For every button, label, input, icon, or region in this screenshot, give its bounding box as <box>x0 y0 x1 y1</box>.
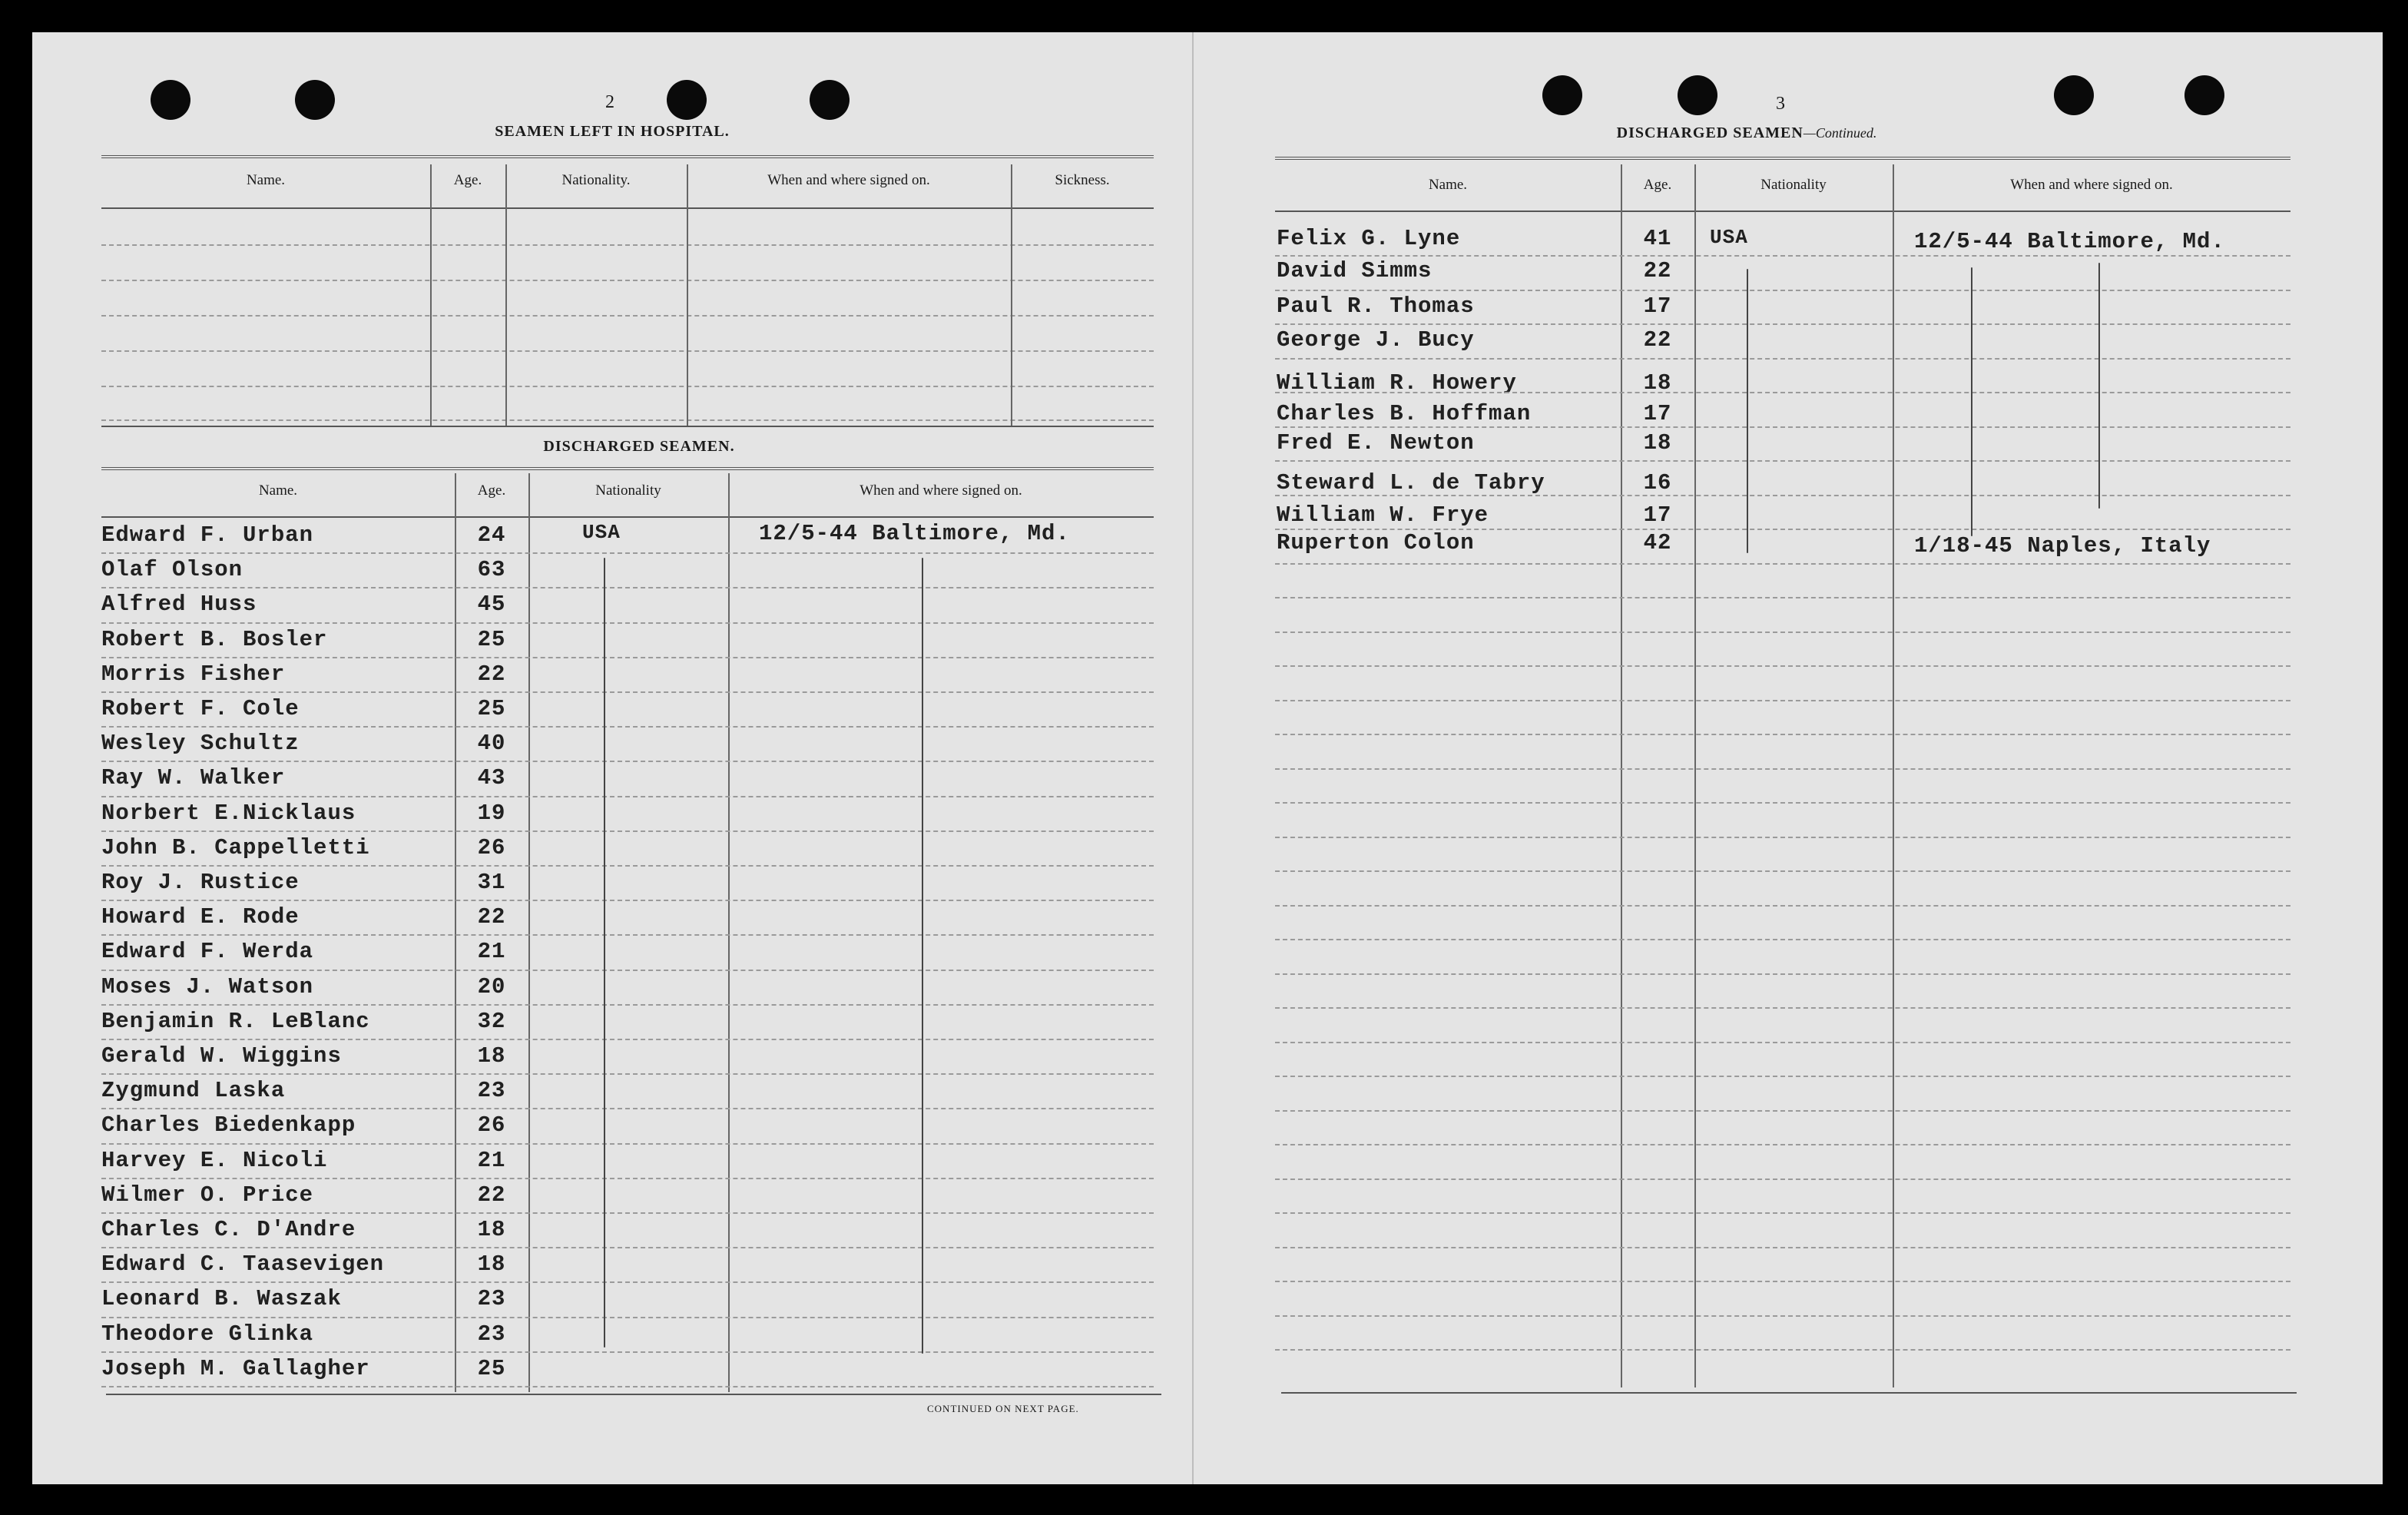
table-bottom-rule <box>1281 1392 2297 1394</box>
row-line <box>101 1004 1154 1006</box>
seaman-name: Paul R. Thomas <box>1277 293 1475 319</box>
discharged-continued-title <box>1570 124 1923 142</box>
row-line <box>101 1247 1154 1248</box>
punch-hole <box>1542 75 1582 115</box>
row-line <box>1275 665 2290 667</box>
row-line <box>1275 1007 2290 1009</box>
seaman-age: 32 <box>477 1008 506 1034</box>
seaman-age: 22 <box>1643 258 1672 283</box>
seaman-age: 18 <box>477 1043 506 1069</box>
punch-hole <box>810 80 850 120</box>
seaman-age: 25 <box>477 696 506 721</box>
seaman-age: 17 <box>1643 401 1672 426</box>
col-age: Age. <box>1643 177 1672 193</box>
row-line <box>1275 323 2290 325</box>
row-line <box>1275 1144 2290 1145</box>
row-line <box>1275 632 2290 633</box>
seaman-name: Charles B. Hoffman <box>1277 401 1532 426</box>
row-line <box>101 796 1154 797</box>
row-line <box>1275 358 2290 360</box>
row-line <box>101 934 1154 936</box>
row-line <box>1275 1349 2290 1351</box>
discharged-col-signed-on: When and where signed on. <box>860 482 1022 499</box>
seaman-name: Gerald W. Wiggins <box>101 1043 342 1069</box>
seaman-name: Moses J. Watson <box>101 973 314 1000</box>
seaman-name: Olaf Olson <box>101 557 243 583</box>
row-line <box>101 419 1154 421</box>
column-divider <box>505 164 507 426</box>
punch-hole <box>2184 75 2224 115</box>
seaman-name: Zygmund Laska <box>101 1078 286 1104</box>
ditto-line <box>2098 263 2100 509</box>
seaman-name: Theodore Glinka <box>101 1321 314 1347</box>
punch-hole <box>1678 75 1717 115</box>
row-line <box>101 1281 1154 1283</box>
discharged-col-nationality: Nationality <box>595 482 661 499</box>
seaman-name: William R. Howery <box>1277 370 1517 396</box>
seaman-age: 25 <box>477 1355 506 1381</box>
row-line <box>101 1143 1154 1145</box>
seaman-age: 23 <box>477 1321 506 1347</box>
row-line <box>101 970 1154 971</box>
seaman-name: Ruperton Colon <box>1277 530 1475 555</box>
seaman-age: 17 <box>1643 502 1672 528</box>
hospital-col-name: Name. <box>246 172 286 188</box>
seaman-age: 24 <box>477 522 506 548</box>
row-line <box>101 1039 1154 1040</box>
row-line <box>101 1212 1154 1214</box>
ditto-line <box>1971 267 1972 536</box>
seaman-age: 63 <box>477 557 506 583</box>
discharged-table-top-rule <box>101 467 1154 470</box>
row-line <box>1275 905 2290 907</box>
row-line <box>1275 768 2290 770</box>
signed-on-value: 1/18-45 Naples, Italy <box>1914 533 2211 559</box>
row-line <box>1275 700 2290 701</box>
seaman-name: Edward F. Urban <box>101 522 314 548</box>
page-number: 3 <box>1776 94 1785 114</box>
row-line <box>1275 939 2290 940</box>
row-line <box>101 244 1154 246</box>
hospital-table-top-rule <box>101 155 1154 158</box>
discharged-col-name: Name. <box>258 482 298 499</box>
discharged-col-age: Age. <box>477 482 506 499</box>
nationality-value: USA <box>1710 226 1748 249</box>
seaman-name: Wilmer O. Price <box>101 1182 314 1208</box>
seaman-name: Felix G. Lyne <box>1277 226 1461 251</box>
row-line <box>1275 392 2290 393</box>
row-line <box>101 1351 1154 1353</box>
seaman-name: Harvey E. Nicoli <box>101 1147 328 1173</box>
seaman-age: 23 <box>477 1286 506 1312</box>
col-signed-on: When and where signed on. <box>2010 177 2173 193</box>
hospital-section-title: SEAMEN LEFT IN HOSPITAL. <box>495 123 730 140</box>
row-line <box>1275 495 2290 496</box>
seaman-name: David Simms <box>1277 258 1433 283</box>
seaman-name: Charles Biedenkapp <box>101 1112 356 1139</box>
col-name: Name. <box>1428 177 1468 193</box>
column-divider <box>687 164 688 426</box>
row-line <box>101 552 1154 554</box>
hospital-col-age: Age. <box>453 172 482 188</box>
nationality-value: USA <box>582 521 621 544</box>
row-line <box>1275 802 2290 804</box>
row-line <box>101 865 1154 867</box>
row-line <box>101 726 1154 728</box>
hospital-header-rule <box>101 207 1154 209</box>
row-line <box>1275 734 2290 735</box>
seaman-name: Robert F. Cole <box>101 696 300 721</box>
seaman-name: William W. Frye <box>1277 502 1489 528</box>
column-divider <box>1893 164 1894 1387</box>
seaman-age: 18 <box>477 1251 506 1278</box>
seaman-age: 22 <box>477 661 506 687</box>
seaman-name: Edward F. Werda <box>101 939 314 965</box>
seaman-name: George J. Bucy <box>1277 327 1475 353</box>
seaman-name: Ray W. Walker <box>101 765 286 791</box>
hospital-col-signed-on: When and where signed on. <box>767 172 930 188</box>
seaman-name: Edward C. Taasevigen <box>101 1251 385 1278</box>
signed-on-value: 12/5-44 Baltimore, Md. <box>1914 229 2225 254</box>
seaman-age: 23 <box>477 1078 506 1104</box>
continued-note: CONTINUED ON NEXT PAGE. <box>927 1403 1079 1414</box>
seaman-age: 26 <box>477 834 506 860</box>
seaman-name: John B. Cappelletti <box>101 834 370 860</box>
seaman-age: 22 <box>1643 327 1672 353</box>
right-page <box>1192 32 2383 1484</box>
row-line <box>101 350 1154 352</box>
ditto-line <box>922 558 923 1354</box>
seaman-age: 31 <box>477 870 506 895</box>
seaman-name: Norbert E.Nicklaus <box>101 800 356 826</box>
seaman-age: 22 <box>477 904 506 930</box>
row-line <box>101 587 1154 588</box>
seaman-age: 22 <box>477 1182 506 1208</box>
row-line <box>101 1386 1154 1387</box>
seaman-age: 19 <box>477 800 506 826</box>
title-continued: —Continued. <box>1803 125 1877 141</box>
seaman-age: 45 <box>477 592 506 618</box>
row-line <box>1275 1281 2290 1282</box>
row-line <box>1275 1076 2290 1077</box>
row-line <box>1275 290 2290 291</box>
row-line <box>1275 529 2290 530</box>
row-line <box>101 761 1154 762</box>
row-line <box>101 1178 1154 1179</box>
row-line <box>101 1317 1154 1318</box>
seaman-name: Fred E. Newton <box>1277 430 1475 456</box>
row-line <box>101 622 1154 624</box>
title-main: DISCHARGED SEAMEN <box>1616 124 1804 141</box>
punch-hole <box>151 80 190 120</box>
row-line <box>1275 1212 2290 1214</box>
seaman-age: 40 <box>477 731 506 757</box>
seaman-age: 43 <box>477 765 506 791</box>
row-line <box>101 315 1154 317</box>
column-divider <box>528 473 530 1392</box>
row-line <box>1275 1315 2290 1317</box>
hospital-col-nationality: Nationality. <box>561 172 631 188</box>
seaman-name: Robert B. Bosler <box>101 626 328 652</box>
signed-on-value: 12/5-44 Baltimore, Md. <box>759 521 1070 546</box>
row-line <box>1275 870 2290 872</box>
seaman-age: 21 <box>477 939 506 965</box>
row-line <box>101 1073 1154 1075</box>
row-line <box>101 1108 1154 1109</box>
column-divider <box>430 164 432 426</box>
discharged-table-bottom-rule <box>106 1394 1161 1395</box>
column-divider <box>1011 164 1012 426</box>
seaman-name: Roy J. Rustice <box>101 870 300 895</box>
seaman-age: 17 <box>1643 293 1672 319</box>
row-line <box>1275 460 2290 462</box>
row-line <box>1275 255 2290 257</box>
row-line <box>1275 426 2290 428</box>
seaman-age: 20 <box>477 973 506 1000</box>
row-line <box>101 691 1154 693</box>
column-divider <box>1694 164 1696 1387</box>
seaman-name: Charles C. D'Andre <box>101 1217 356 1242</box>
ditto-line <box>1747 269 1748 553</box>
seaman-age: 16 <box>1643 470 1672 496</box>
seaman-age: 18 <box>1643 430 1672 456</box>
seaman-name: Alfred Huss <box>101 592 257 618</box>
seaman-age: 21 <box>477 1147 506 1173</box>
row-line <box>1275 973 2290 975</box>
row-line <box>1275 1042 2290 1043</box>
punch-hole <box>295 80 335 120</box>
col-nationality: Nationality <box>1760 177 1827 193</box>
row-line <box>101 830 1154 832</box>
row-line <box>1275 837 2290 838</box>
discharged-header-rule <box>101 516 1154 518</box>
seaman-age: 26 <box>477 1112 506 1139</box>
row-line <box>1275 1247 2290 1248</box>
seaman-age: 25 <box>477 626 506 652</box>
row-line <box>1275 1110 2290 1112</box>
row-line <box>1275 563 2290 565</box>
seaman-age: 42 <box>1643 530 1672 555</box>
row-line <box>101 386 1154 387</box>
column-divider <box>728 473 730 1392</box>
row-line <box>101 900 1154 901</box>
hospital-col-sickness: Sickness. <box>1055 172 1110 188</box>
discharged-section-title: DISCHARGED SEAMEN. <box>543 438 735 455</box>
seaman-name: Morris Fisher <box>101 661 286 687</box>
seaman-name: Leonard B. Waszak <box>101 1286 342 1312</box>
header-rule <box>1275 211 2290 212</box>
seaman-name: Steward L. de Tabry <box>1277 470 1545 496</box>
seaman-name: Joseph M. Gallagher <box>101 1355 370 1381</box>
seaman-name: Howard E. Rode <box>101 904 300 930</box>
punch-hole <box>2054 75 2094 115</box>
row-line <box>1275 1179 2290 1180</box>
seaman-age: 41 <box>1643 226 1672 251</box>
seaman-age: 18 <box>477 1217 506 1242</box>
seaman-age: 18 <box>1643 370 1672 396</box>
left-page <box>32 32 1192 1484</box>
table-top-rule <box>1275 157 2290 160</box>
ditto-line <box>604 558 605 1348</box>
row-line <box>101 280 1154 281</box>
row-line <box>1275 597 2290 598</box>
row-line <box>101 657 1154 658</box>
hospital-table-bottom-rule <box>101 426 1154 427</box>
seaman-name: Benjamin R. LeBlanc <box>101 1008 370 1034</box>
page-number: 2 <box>605 92 614 112</box>
punch-hole <box>667 80 707 120</box>
seaman-name: Wesley Schultz <box>101 731 300 757</box>
